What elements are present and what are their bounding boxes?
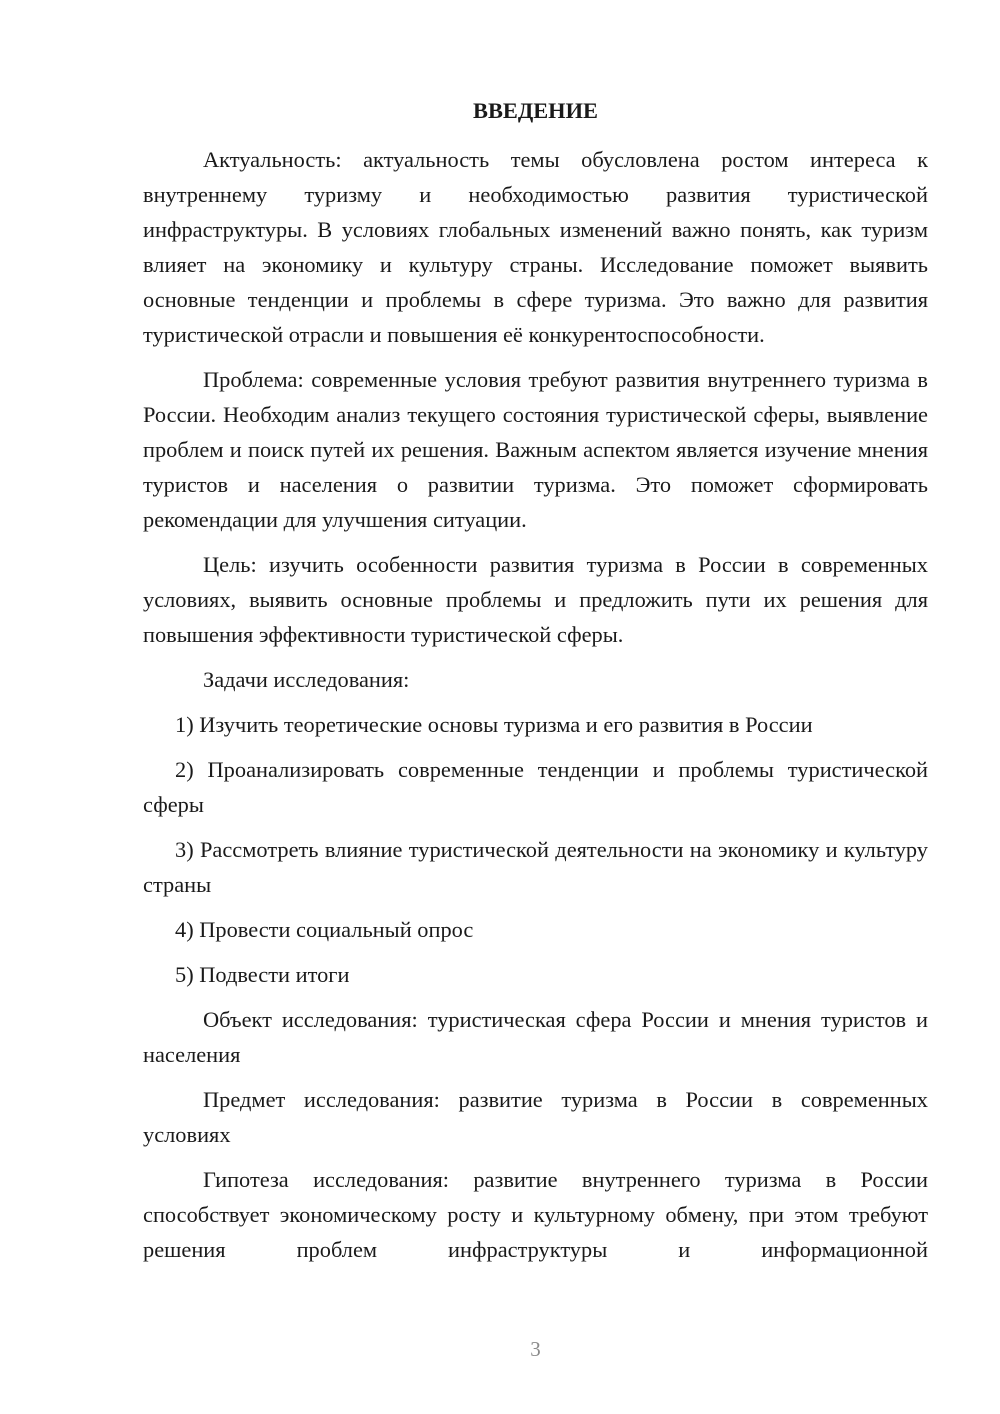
- document-page: [143, 0, 928, 1414]
- task-item-1: 1) Изучить теоретические основы туризма и его развития в России: [175, 712, 813, 737]
- task-item-5: 5) Подвести итоги: [175, 962, 350, 987]
- paragraph-hypothesis: Гипотеза исследования: развитие внутреннего туризма в России способствует экономическому росту и культурному обмену, при этом требуют решения проблем инфраструктуры и информационной: [143, 1167, 928, 1262]
- page-number: 3: [530, 1337, 541, 1361]
- task-item-4: 4) Провести социальный опрос: [175, 917, 474, 942]
- paragraph-tasks-heading: Задачи исследования:: [203, 667, 410, 692]
- task-item-2: 2) Проанализировать современные тенденции и проблемы туристической сферы: [143, 757, 928, 817]
- paragraph-relevance: Актуальность: актуальность темы обусловлена ростом интереса к внутреннему туризму и необходимостью развития туристической инфраструктуры. В условиях глобальных изменений важно понять, как туризм влияет на экономику и культуру страны. Исследование поможет выявить основные тенденции и проблемы в сфере туризма. Это важно для развития туристической отрасли и повышения её конкурентоспособности.: [143, 147, 928, 347]
- page-title: ВВЕДЕНИЕ: [473, 98, 598, 123]
- paragraph-problem: Проблема: современные условия требуют развития внутреннего туризма в России. Необходим анализ текущего состояния туристической сферы, выявление проблем и поиск путей их решения. Важным аспектом является изучение мнения туристов и населения о развитии туризма. Это поможет сформировать рекомендации для улучшения ситуации.: [143, 367, 928, 532]
- paragraph-subject: Предмет исследования: развитие туризма в России в современных условиях: [143, 1087, 928, 1147]
- task-item-3: 3) Рассмотреть влияние туристической деятельности на экономику и культуру страны: [143, 837, 928, 897]
- paragraph-object: Объект исследования: туристическая сфера России и мнения туристов и населения: [143, 1007, 928, 1067]
- paragraph-goal: Цель: изучить особенности развития туризма в России в современных условиях, выявить основные проблемы и предложить пути их решения для повышения эффективности туристической сферы.: [143, 552, 928, 647]
- document-body: [143, 142, 928, 1277]
